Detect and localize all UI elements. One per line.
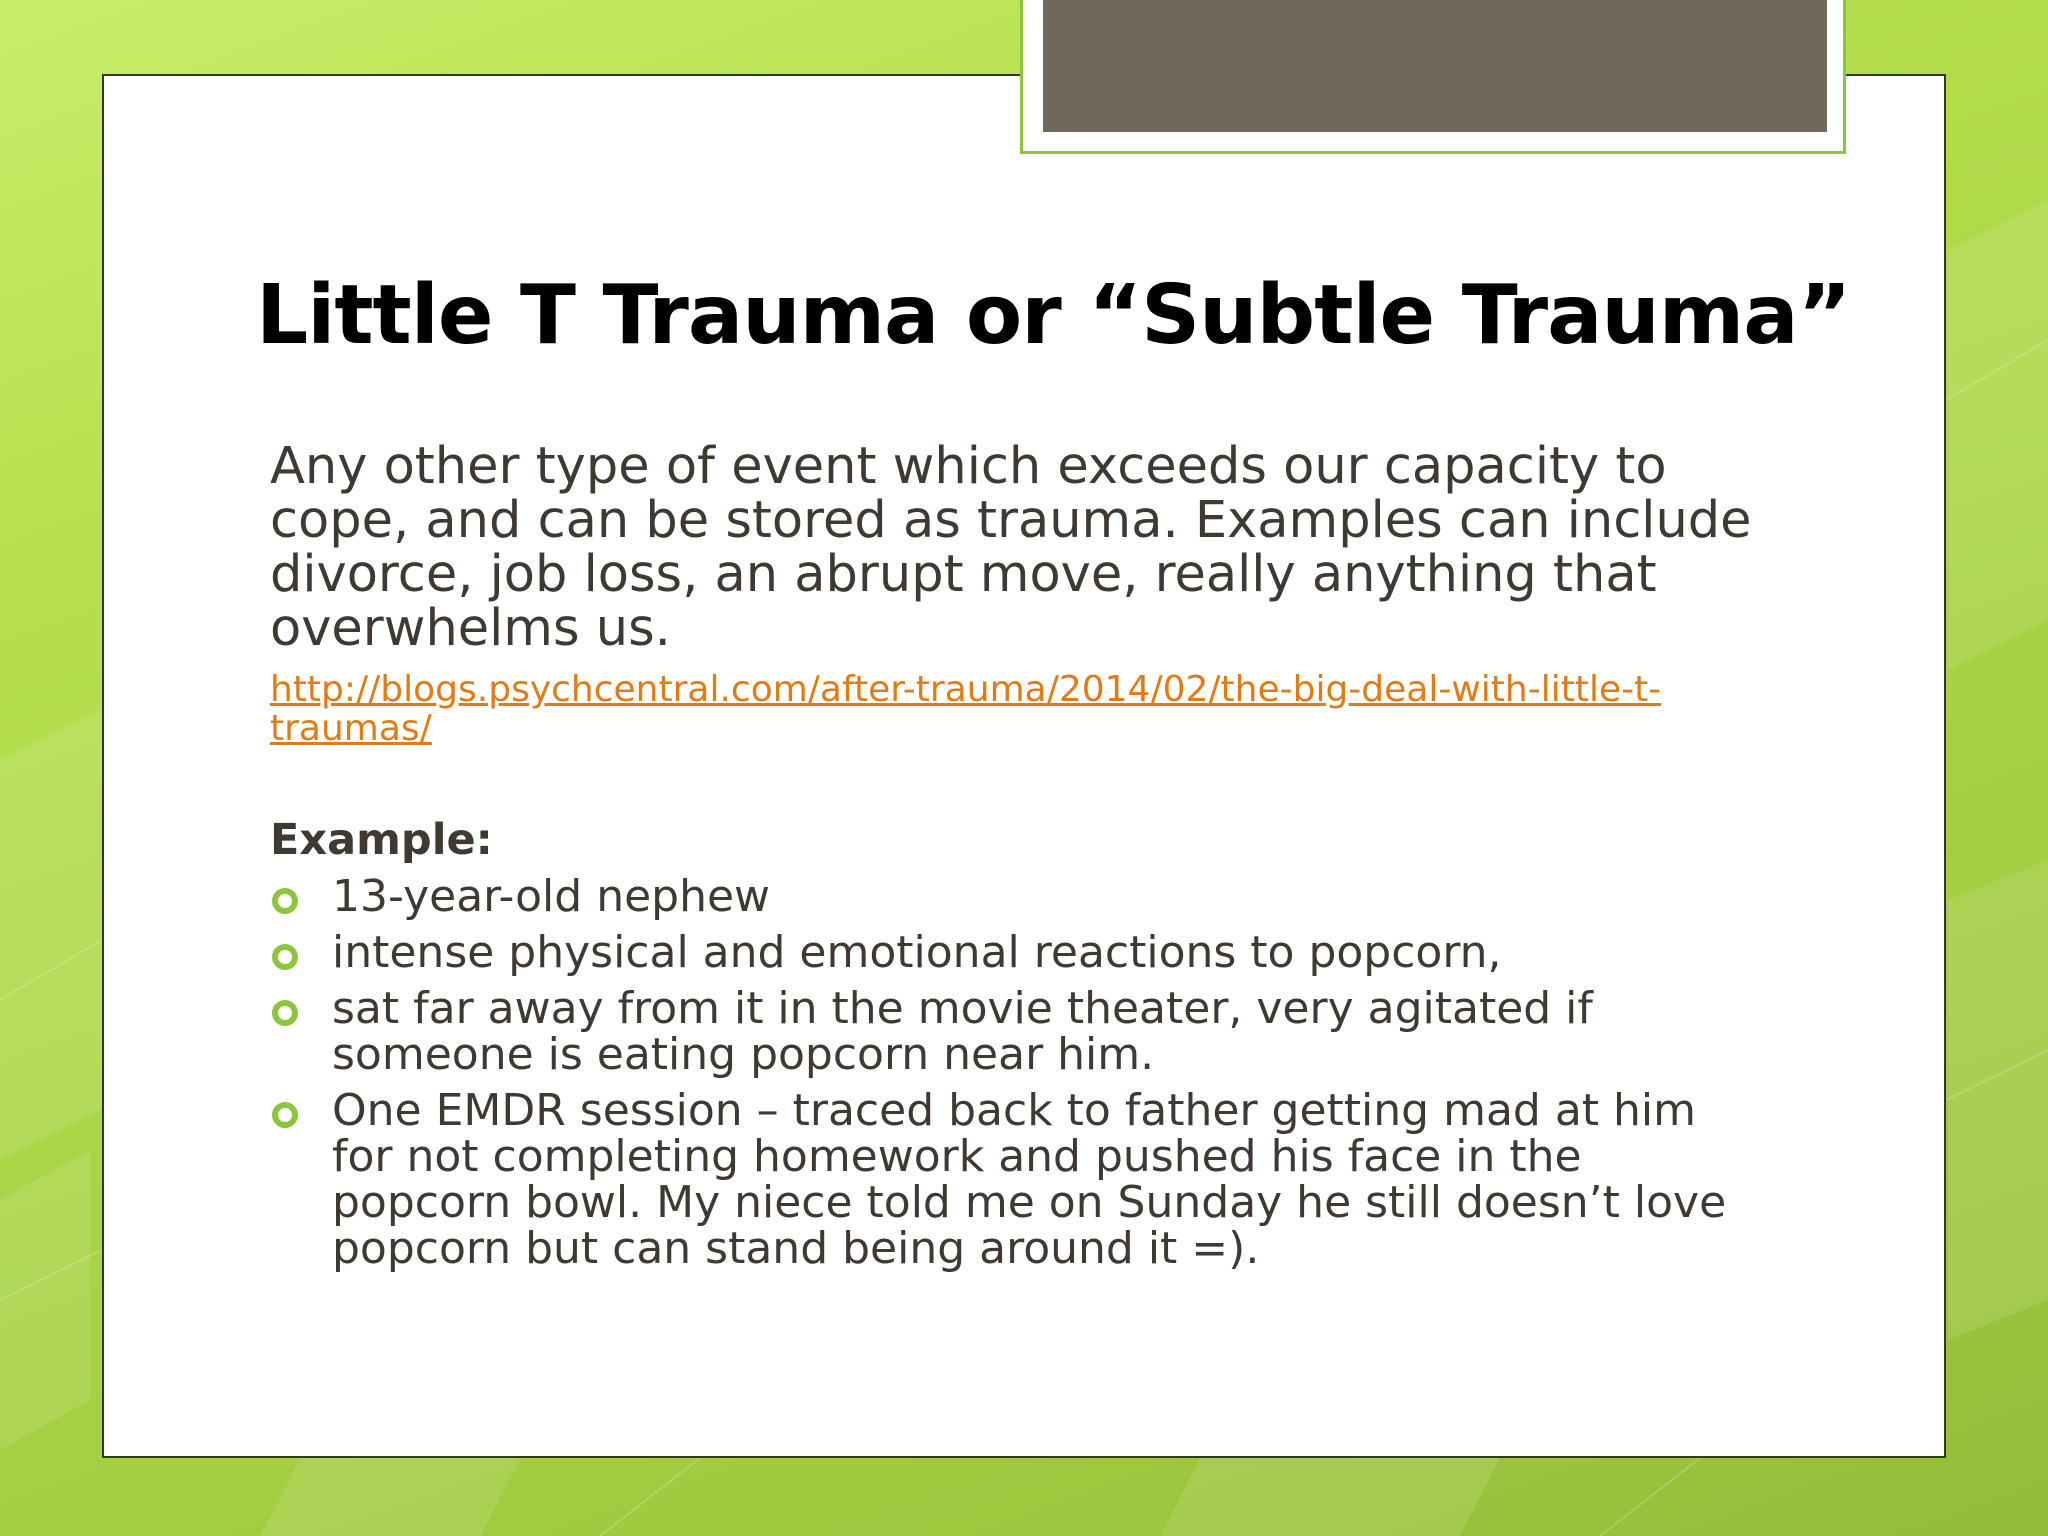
hollow-circle-bullet-icon: [272, 1102, 298, 1128]
list-item: [270, 871, 1740, 922]
title-tab-decoration: [1020, 0, 1846, 154]
intro-paragraph: Any other type of event which exceeds our capacity to cope, and can be stored as trauma. Examples can include divorce, job loss, an abrupt move, really anything that overwhelms us.: [270, 437, 1752, 658]
hollow-circle-bullet-icon: [272, 944, 298, 970]
list-item: [270, 1085, 1740, 1274]
slide-title: Little T Trauma or “Subtle Trauma”: [256, 268, 1851, 363]
list-item: [270, 983, 1740, 1080]
hollow-circle-bullet-icon: [272, 1000, 298, 1026]
bullet-text: sat far away from it in the movie theater, very agitated if someone is eating popcorn near him.: [332, 983, 1593, 1080]
example-heading: Example:: [270, 815, 493, 865]
bullet-text: 13-year-old nephew: [332, 871, 771, 922]
bullet-text: intense physical and emotional reactions to popcorn,: [332, 927, 1502, 978]
source-link[interactable]: http://blogs.psychcentral.com/after-trauma/2014/02/the-big-deal-with-little-t-traumas/: [270, 669, 1662, 749]
example-bullet-list: [270, 871, 1740, 1282]
list-item: [270, 927, 1740, 978]
bullet-text: One EMDR session – traced back to father getting mad at him for not completing homework and pushed his face in the popcorn bowl. My niece told me on Sunday he still doesn’t love popcorn but can stand being around it =).: [332, 1085, 1727, 1274]
hollow-circle-bullet-icon: [272, 888, 298, 914]
title-tab-inner-block: [1043, 0, 1827, 132]
